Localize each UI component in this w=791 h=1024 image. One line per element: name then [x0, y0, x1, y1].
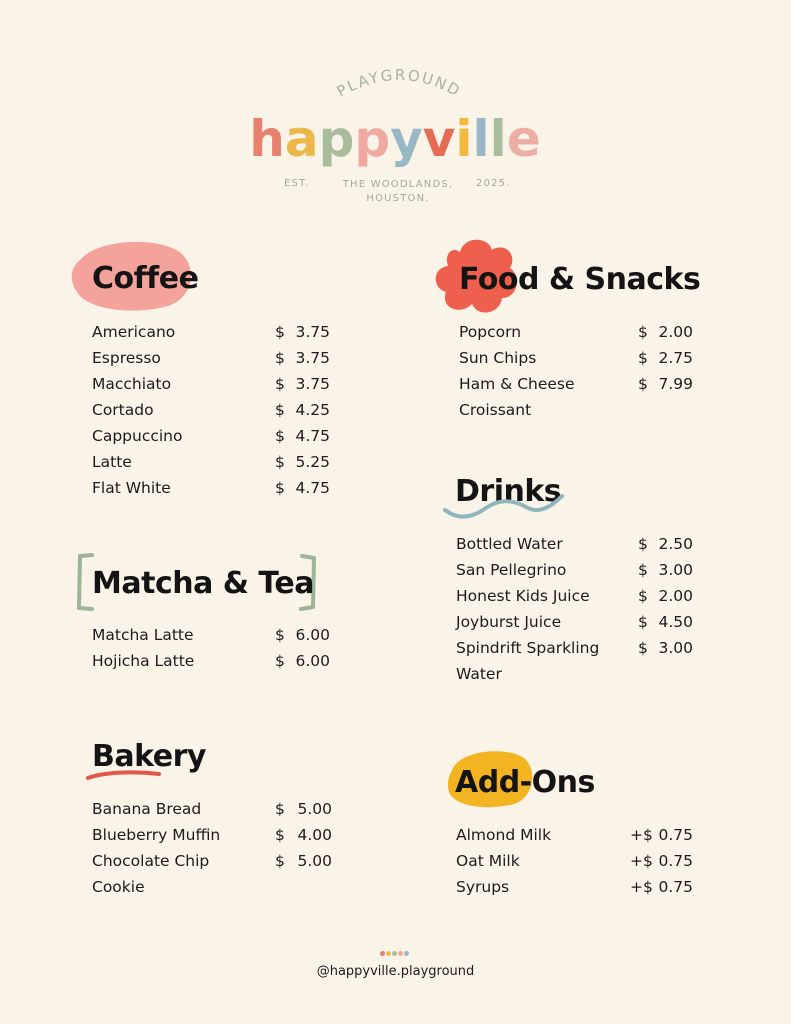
item-name: Hojicha Latte: [92, 652, 195, 670]
item-price: 3.00: [658, 561, 693, 579]
menu-item: [0, 475, 340, 501]
item-name: Honest Kids Juice: [456, 587, 590, 605]
menu-item: [0, 371, 720, 423]
item-name: Chocolate Chip Cookie: [92, 852, 210, 896]
item-currency: $: [275, 626, 285, 644]
coffee-title: Coffee: [92, 261, 199, 296]
footer-dots-icon: [380, 951, 409, 956]
item-price: 2.00: [658, 323, 693, 341]
item-price: 3.75: [295, 375, 330, 393]
item-name: Popcorn: [459, 323, 522, 341]
item-price: 5.00: [297, 800, 332, 818]
item-name: Banana Bread: [92, 800, 202, 818]
footer-dot-icon: [392, 951, 397, 956]
item-name: Joyburst Juice: [456, 613, 562, 631]
item-currency: $: [638, 323, 648, 341]
item-price: 4.00: [297, 826, 332, 844]
item-name: Bottled Water: [456, 535, 563, 553]
item-name: Almond Milk: [456, 826, 552, 844]
year-label: 2025.: [476, 178, 511, 189]
menu-item: [0, 796, 340, 822]
item-currency: $: [275, 349, 285, 367]
item-currency: $: [275, 401, 285, 419]
bakery-underline-icon: [84, 768, 164, 782]
item-price: 6.00: [295, 652, 330, 670]
menu-item: [0, 848, 720, 874]
addons-title: Add-Ons: [455, 765, 595, 800]
menu-item: [0, 557, 720, 583]
est-label: EST.: [284, 178, 310, 189]
item-name: Americano: [92, 323, 176, 341]
item-currency: $: [638, 375, 648, 393]
food-title: Food & Snacks: [459, 262, 701, 297]
item-name: Spindrift Sparkling Water: [456, 639, 600, 683]
item-currency: +$: [630, 878, 653, 896]
menu-header: [0, 0, 791, 215]
item-price: 0.75: [658, 852, 693, 870]
item-price: 6.00: [295, 626, 330, 644]
item-currency: $: [275, 427, 285, 445]
item-name: Matcha Latte: [92, 626, 194, 644]
item-name: Macchiato: [92, 375, 172, 393]
item-currency: $: [275, 652, 285, 670]
bakery-title: Bakery: [92, 739, 206, 774]
item-price: 4.25: [295, 401, 330, 419]
item-name: Syrups: [456, 878, 510, 896]
item-price: 3.75: [295, 349, 330, 367]
item-price: 2.50: [658, 535, 693, 553]
menu-item: [0, 822, 720, 848]
drinks-wave-icon: [440, 490, 570, 520]
item-currency: $: [275, 375, 285, 393]
menu-item: [0, 345, 720, 371]
item-currency: $: [275, 852, 285, 870]
item-price: 3.00: [658, 639, 693, 657]
menu-item: [0, 874, 720, 900]
item-currency: +$: [630, 826, 653, 844]
drinks-title: Drinks: [455, 474, 562, 509]
item-name: San Pellegrino: [456, 561, 567, 579]
item-name: Flat White: [92, 479, 171, 497]
item-price: 0.75: [658, 826, 693, 844]
item-currency: $: [638, 613, 648, 631]
item-currency: $: [275, 479, 285, 497]
item-name: Ham & Cheese Croissant: [459, 375, 575, 419]
item-price: 5.25: [295, 453, 330, 471]
item-price: 7.99: [658, 375, 693, 393]
item-currency: $: [638, 639, 648, 657]
item-currency: $: [638, 561, 648, 579]
item-name: Cappuccino: [92, 427, 183, 445]
item-price: 3.75: [295, 323, 330, 341]
instagram-handle: @happyville.playground: [316, 964, 475, 979]
location-line-2: HOUSTON.: [366, 193, 430, 204]
item-currency: $: [275, 800, 285, 818]
menu-item: [0, 319, 720, 345]
footer-dot-icon: [386, 951, 391, 956]
item-price: 2.00: [658, 587, 693, 605]
item-name: Latte: [92, 453, 132, 471]
menu-item: [0, 531, 720, 557]
item-name: Cortado: [92, 401, 154, 419]
item-currency: $: [638, 587, 648, 605]
addons-items: [0, 822, 720, 900]
menu-item: [0, 423, 340, 449]
item-currency: $: [275, 453, 285, 471]
menu-item: [0, 609, 720, 635]
item-currency: $: [638, 349, 648, 367]
item-price: 2.75: [658, 349, 693, 367]
item-name: Sun Chips: [459, 349, 537, 367]
item-currency: +$: [630, 852, 653, 870]
item-name: Oat Milk: [456, 852, 520, 870]
menu-item: [0, 583, 720, 609]
item-name: Blueberry Muffin: [92, 826, 221, 844]
item-price: 0.75: [658, 878, 693, 896]
location-line-1: THE WOODLANDS,: [342, 179, 454, 190]
footer-dot-icon: [398, 951, 403, 956]
footer-dot-icon: [380, 951, 385, 956]
item-currency: $: [638, 535, 648, 553]
location-label: [330, 178, 466, 206]
menu-item: [0, 449, 340, 475]
item-name: Espresso: [92, 349, 161, 367]
item-price: 4.50: [658, 613, 693, 631]
item-price: 4.75: [295, 479, 330, 497]
item-currency: $: [275, 323, 285, 341]
logo-wordmark: happyville: [249, 110, 541, 168]
item-currency: $: [275, 826, 285, 844]
menu-item: [0, 635, 720, 687]
food-items: [0, 319, 720, 423]
logo-tagline: PLAYGROUND: [333, 65, 465, 101]
item-price: 5.00: [297, 852, 332, 870]
drinks-items: [0, 531, 720, 687]
footer-dot-icon: [404, 951, 409, 956]
item-price: 4.75: [295, 427, 330, 445]
matcha-title: Matcha & Tea: [92, 566, 314, 601]
